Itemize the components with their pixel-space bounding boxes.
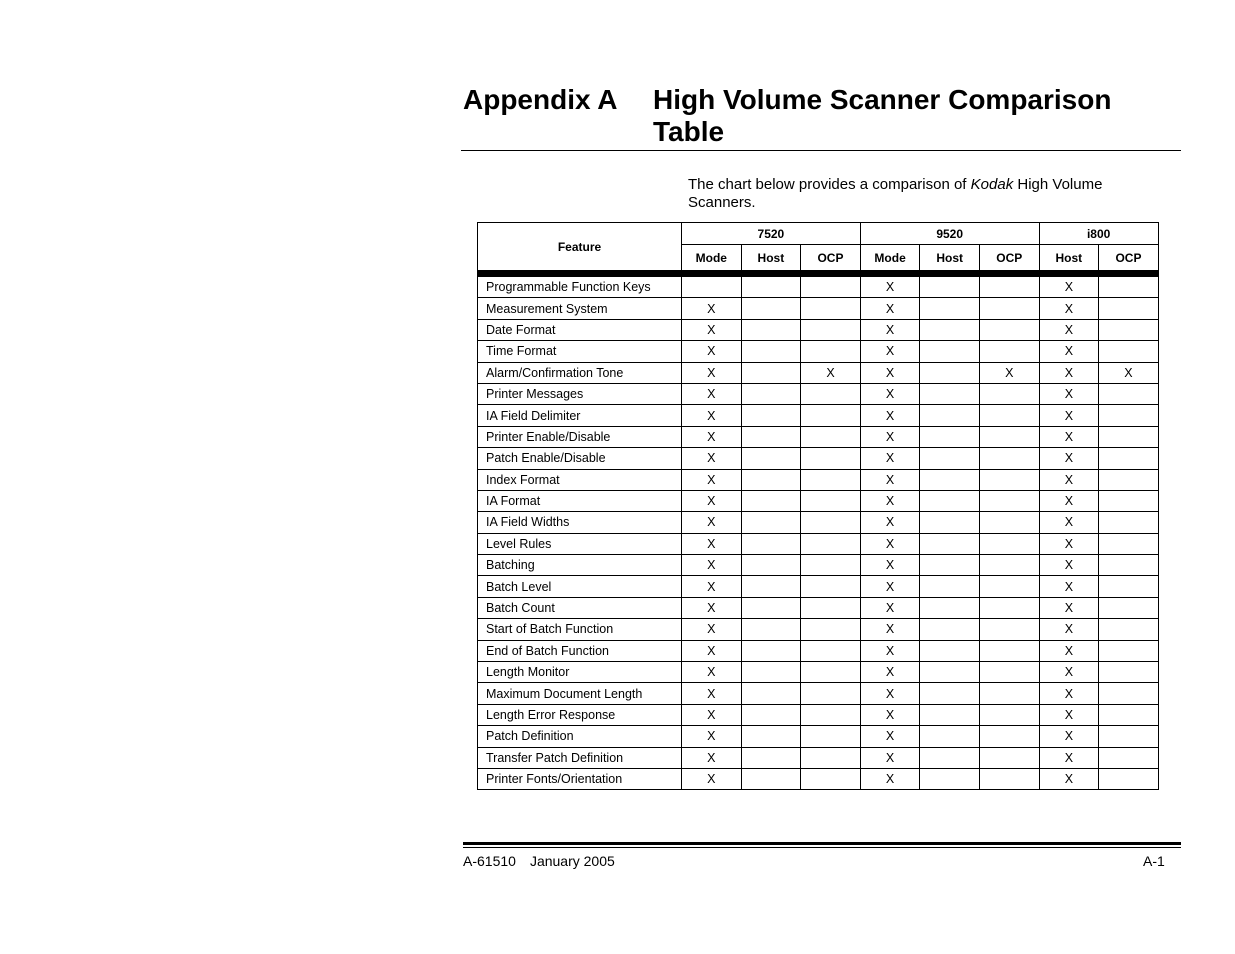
support-cell: X — [1039, 448, 1099, 469]
support-cell — [801, 533, 861, 554]
support-cell: X — [682, 405, 742, 426]
support-cell — [979, 405, 1039, 426]
support-cell — [979, 768, 1039, 789]
feature-cell: Transfer Patch Definition — [478, 747, 682, 768]
support-cell: X — [682, 726, 742, 747]
support-cell — [979, 319, 1039, 340]
table-row — [478, 319, 1159, 340]
support-cell — [801, 448, 861, 469]
support-cell — [920, 576, 980, 597]
support-cell — [801, 597, 861, 618]
support-cell — [920, 512, 980, 533]
support-cell — [741, 704, 801, 725]
support-cell — [741, 512, 801, 533]
support-cell — [920, 533, 980, 554]
subheader-ocp: OCP — [1099, 245, 1159, 271]
support-cell: X — [860, 405, 920, 426]
support-cell: X — [682, 341, 742, 362]
feature-cell: Level Rules — [478, 533, 682, 554]
support-cell — [1099, 662, 1159, 683]
support-cell — [920, 362, 980, 383]
feature-cell: Maximum Document Length — [478, 683, 682, 704]
support-cell — [920, 448, 980, 469]
intro-brand: Kodak — [970, 176, 1014, 193]
feature-cell: Printer Enable/Disable — [478, 426, 682, 447]
support-cell — [741, 319, 801, 340]
support-cell — [920, 298, 980, 319]
support-cell — [1099, 683, 1159, 704]
support-cell — [979, 277, 1039, 298]
support-cell: X — [682, 555, 742, 576]
support-cell: X — [682, 533, 742, 554]
support-cell: X — [682, 383, 742, 404]
support-cell — [1099, 640, 1159, 661]
feature-cell: Length Error Response — [478, 704, 682, 725]
support-cell: X — [682, 426, 742, 447]
support-cell — [1099, 768, 1159, 789]
support-cell — [920, 319, 980, 340]
support-cell — [801, 405, 861, 426]
support-cell: X — [682, 362, 742, 383]
support-cell: X — [682, 704, 742, 725]
title-divider — [461, 150, 1181, 151]
support-cell: X — [682, 319, 742, 340]
support-cell — [1099, 555, 1159, 576]
support-cell: X — [1039, 533, 1099, 554]
support-cell — [979, 512, 1039, 533]
feature-cell: Batching — [478, 555, 682, 576]
support-cell: X — [860, 490, 920, 511]
support-cell — [801, 704, 861, 725]
support-cell — [1099, 704, 1159, 725]
support-cell: X — [860, 555, 920, 576]
support-cell — [741, 683, 801, 704]
support-cell — [741, 469, 801, 490]
subheader-host: Host — [741, 245, 801, 271]
support-cell: X — [1039, 555, 1099, 576]
support-cell — [979, 726, 1039, 747]
support-cell — [1099, 405, 1159, 426]
support-cell — [920, 726, 980, 747]
support-cell — [741, 533, 801, 554]
support-cell: X — [1039, 405, 1099, 426]
table-row — [478, 298, 1159, 319]
feature-cell: Measurement System — [478, 298, 682, 319]
support-cell: X — [1039, 597, 1099, 618]
support-cell: X — [1039, 726, 1099, 747]
support-cell: X — [979, 362, 1039, 383]
support-cell — [801, 576, 861, 597]
support-cell — [979, 426, 1039, 447]
support-cell — [1099, 383, 1159, 404]
group-header-i800: i800 — [1039, 223, 1158, 245]
table-row — [478, 469, 1159, 490]
table-row — [478, 576, 1159, 597]
support-cell — [801, 768, 861, 789]
support-cell — [979, 683, 1039, 704]
support-cell: X — [1039, 426, 1099, 447]
support-cell — [920, 704, 980, 725]
support-cell: X — [860, 533, 920, 554]
support-cell — [741, 640, 801, 661]
support-cell: X — [1039, 490, 1099, 511]
support-cell — [979, 597, 1039, 618]
support-cell — [920, 555, 980, 576]
support-cell — [979, 490, 1039, 511]
support-cell — [1099, 490, 1159, 511]
intro-text-after: High Volume Scanners. — [688, 176, 1103, 211]
support-cell — [920, 469, 980, 490]
support-cell — [1099, 341, 1159, 362]
group-header-7520: 7520 — [682, 223, 861, 245]
support-cell — [741, 448, 801, 469]
support-cell — [1099, 426, 1159, 447]
support-cell — [801, 298, 861, 319]
support-cell: X — [1039, 341, 1099, 362]
support-cell: X — [860, 704, 920, 725]
table-row — [478, 662, 1159, 683]
support-cell — [979, 469, 1039, 490]
support-cell — [801, 426, 861, 447]
support-cell — [741, 341, 801, 362]
support-cell — [1099, 533, 1159, 554]
support-cell: X — [860, 619, 920, 640]
support-cell — [979, 640, 1039, 661]
support-cell — [920, 405, 980, 426]
support-cell — [920, 768, 980, 789]
support-cell — [741, 298, 801, 319]
support-cell — [801, 619, 861, 640]
support-cell — [741, 362, 801, 383]
feature-cell: Patch Definition — [478, 726, 682, 747]
table-row — [478, 533, 1159, 554]
support-cell — [741, 405, 801, 426]
support-cell: X — [860, 768, 920, 789]
table-row — [478, 726, 1159, 747]
support-cell: X — [682, 298, 742, 319]
feature-cell: Batch Count — [478, 597, 682, 618]
support-cell — [1099, 469, 1159, 490]
support-cell — [1099, 319, 1159, 340]
support-cell: X — [682, 576, 742, 597]
support-cell — [801, 383, 861, 404]
support-cell — [801, 319, 861, 340]
table-row — [478, 619, 1159, 640]
support-cell: X — [682, 448, 742, 469]
support-cell — [801, 747, 861, 768]
feature-cell: Length Monitor — [478, 662, 682, 683]
support-cell: X — [860, 448, 920, 469]
support-cell: X — [682, 768, 742, 789]
support-cell: X — [1039, 662, 1099, 683]
support-cell — [920, 683, 980, 704]
support-cell — [801, 490, 861, 511]
support-cell — [741, 597, 801, 618]
table-row — [478, 555, 1159, 576]
support-cell: X — [860, 640, 920, 661]
subheader-host: Host — [1039, 245, 1099, 271]
support-cell: X — [860, 383, 920, 404]
support-cell: X — [1039, 640, 1099, 661]
feature-column-header: Feature — [478, 223, 682, 271]
feature-cell: Date Format — [478, 319, 682, 340]
feature-cell: Patch Enable/Disable — [478, 448, 682, 469]
support-cell — [1099, 298, 1159, 319]
support-cell — [1099, 277, 1159, 298]
support-cell — [1099, 726, 1159, 747]
support-cell — [801, 555, 861, 576]
support-cell: X — [1039, 469, 1099, 490]
table-row — [478, 383, 1159, 404]
feature-cell: Start of Batch Function — [478, 619, 682, 640]
footer-rule-thick — [463, 842, 1181, 845]
support-cell: X — [682, 640, 742, 661]
support-cell: X — [1039, 319, 1099, 340]
feature-cell: Programmable Function Keys — [478, 277, 682, 298]
support-cell — [741, 555, 801, 576]
support-cell: X — [860, 512, 920, 533]
page-title: High Volume Scanner Comparison Table — [653, 84, 1112, 147]
support-cell — [1099, 747, 1159, 768]
intro-paragraph — [688, 176, 1158, 212]
support-cell — [920, 619, 980, 640]
subheader-ocp: OCP — [801, 245, 861, 271]
support-cell: X — [860, 469, 920, 490]
support-cell — [979, 555, 1039, 576]
table-row — [478, 704, 1159, 725]
feature-cell: IA Field Delimiter — [478, 405, 682, 426]
support-cell: X — [682, 619, 742, 640]
appendix-label: Appendix A — [463, 84, 618, 115]
support-cell — [1099, 597, 1159, 618]
feature-cell: Batch Level — [478, 576, 682, 597]
subheader-ocp: OCP — [979, 245, 1039, 271]
table-row — [478, 683, 1159, 704]
support-cell: X — [682, 469, 742, 490]
support-cell: X — [1039, 747, 1099, 768]
support-cell — [920, 640, 980, 661]
support-cell: X — [1039, 277, 1099, 298]
feature-cell: Alarm/Confirmation Tone — [478, 362, 682, 383]
feature-cell: End of Batch Function — [478, 640, 682, 661]
table-row — [478, 277, 1159, 298]
support-cell — [979, 341, 1039, 362]
support-cell — [920, 341, 980, 362]
table-row — [478, 405, 1159, 426]
group-header-9520: 9520 — [860, 223, 1039, 245]
comparison-table — [477, 222, 1159, 790]
support-cell — [979, 576, 1039, 597]
support-cell — [920, 490, 980, 511]
intro-text-before: The chart below provides a comparison of — [688, 176, 971, 193]
support-cell: X — [860, 319, 920, 340]
support-cell — [920, 383, 980, 404]
support-cell — [801, 640, 861, 661]
table-row — [478, 362, 1159, 383]
support-cell — [979, 448, 1039, 469]
table-row — [478, 426, 1159, 447]
table-row — [478, 768, 1159, 789]
support-cell — [979, 383, 1039, 404]
table-body — [478, 271, 1159, 790]
support-cell — [1099, 512, 1159, 533]
support-cell — [741, 619, 801, 640]
feature-cell: Printer Fonts/Orientation — [478, 768, 682, 789]
footer-rule-thin — [463, 847, 1181, 848]
support-cell — [801, 341, 861, 362]
support-cell: X — [860, 298, 920, 319]
table-row — [478, 747, 1159, 768]
support-cell: X — [1039, 619, 1099, 640]
support-cell — [741, 277, 801, 298]
support-cell — [741, 726, 801, 747]
support-cell: X — [682, 662, 742, 683]
support-cell: X — [1039, 768, 1099, 789]
support-cell: X — [860, 426, 920, 447]
support-cell: X — [860, 597, 920, 618]
support-cell — [741, 490, 801, 511]
support-cell: X — [682, 747, 742, 768]
support-cell — [1099, 576, 1159, 597]
support-cell: X — [1039, 512, 1099, 533]
support-cell — [741, 576, 801, 597]
support-cell — [801, 512, 861, 533]
support-cell — [979, 704, 1039, 725]
support-cell: X — [1039, 362, 1099, 383]
support-cell: X — [1039, 683, 1099, 704]
support-cell: X — [860, 277, 920, 298]
support-cell — [979, 298, 1039, 319]
support-cell: X — [1099, 362, 1159, 383]
table-row — [478, 448, 1159, 469]
table-row — [478, 512, 1159, 533]
support-cell: X — [682, 490, 742, 511]
support-cell — [920, 747, 980, 768]
footer-left — [463, 853, 615, 869]
doc-date: January 2005 — [529, 853, 615, 869]
support-cell: X — [1039, 383, 1099, 404]
support-cell — [801, 662, 861, 683]
support-cell — [801, 726, 861, 747]
support-cell — [920, 662, 980, 683]
feature-cell: IA Format — [478, 490, 682, 511]
support-cell — [920, 597, 980, 618]
support-cell: X — [860, 341, 920, 362]
support-cell: X — [682, 512, 742, 533]
support-cell: X — [860, 747, 920, 768]
support-cell — [920, 426, 980, 447]
feature-cell: Printer Messages — [478, 383, 682, 404]
support-cell — [920, 277, 980, 298]
table-row — [478, 490, 1159, 511]
support-cell — [741, 383, 801, 404]
support-cell — [1099, 448, 1159, 469]
support-cell — [801, 469, 861, 490]
support-cell — [1099, 619, 1159, 640]
support-cell: X — [682, 597, 742, 618]
support-cell: X — [1039, 576, 1099, 597]
feature-cell: Time Format — [478, 341, 682, 362]
support-cell — [801, 683, 861, 704]
support-cell — [801, 277, 861, 298]
support-cell: X — [860, 683, 920, 704]
support-cell — [741, 768, 801, 789]
subheader-host: Host — [920, 245, 980, 271]
table-row — [478, 640, 1159, 661]
page-number: A-1 — [1143, 853, 1165, 869]
support-cell: X — [1039, 298, 1099, 319]
support-cell — [979, 747, 1039, 768]
support-cell: X — [860, 362, 920, 383]
feature-cell: Index Format — [478, 469, 682, 490]
support-cell: X — [860, 726, 920, 747]
support-cell — [741, 747, 801, 768]
doc-number: A-61510 — [463, 853, 516, 869]
subheader-mode: Mode — [860, 245, 920, 271]
subheader-mode: Mode — [682, 245, 742, 271]
table-row — [478, 341, 1159, 362]
support-cell: X — [860, 662, 920, 683]
support-cell — [741, 426, 801, 447]
support-cell: X — [1039, 704, 1099, 725]
support-cell — [979, 619, 1039, 640]
feature-cell: IA Field Widths — [478, 512, 682, 533]
support-cell: X — [682, 683, 742, 704]
support-cell: X — [801, 362, 861, 383]
support-cell — [979, 662, 1039, 683]
support-cell: X — [860, 576, 920, 597]
support-cell — [741, 662, 801, 683]
table-row — [478, 597, 1159, 618]
support-cell — [979, 533, 1039, 554]
support-cell — [682, 277, 742, 298]
